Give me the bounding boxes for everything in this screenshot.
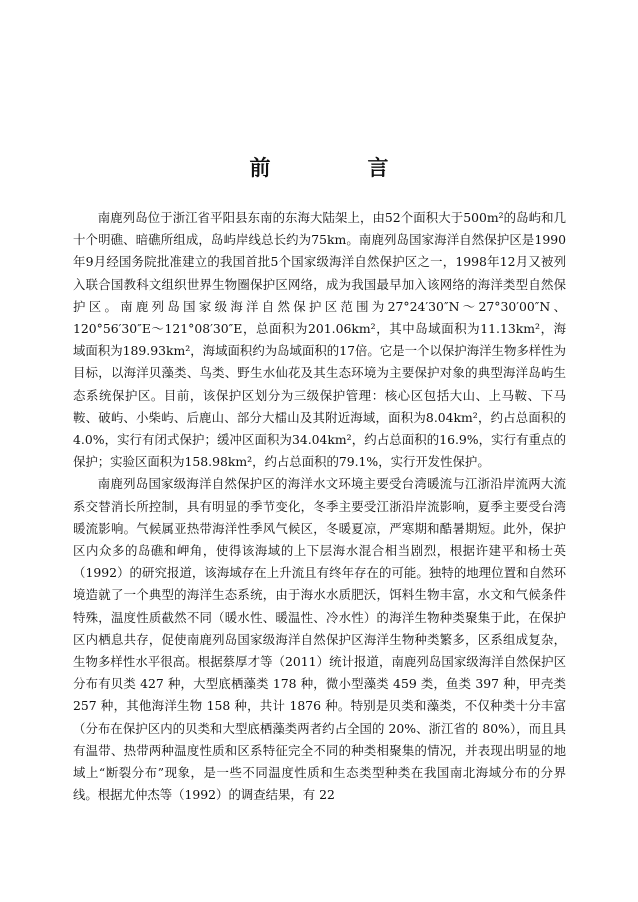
paragraph-1: 南鹿列岛位于浙江省平阳县东南的东海大陆架上，由52个面积大于500m²的岛屿和几十个明礁、暗礁所组成，岛屿岸线总长约为75km。南鹿列岛国家海洋自然保护区是1990年9月经国务院批准建立的我国首批5个国家级海洋自然保护区之一，1998年12月又被列入联合国教科文组织世界生物圈保护区网络，成为我国最早加入该网络的海洋类型自然保护区。南鹿列岛国家级海洋自然保护区范围为27°24′30″N～27°30′00″N、120°56′30″E～121°08′30″E，总面积为201.06km²，其中岛域面积为11.13km²，海域面积为189.93km²，海域面积约为岛域面积的17倍。它是一个以保护海洋生物多样性为目标，以海洋贝藻类、鸟类、野生水仙花及其生态环境为主要保护对象的典型海洋岛屿生态系统保护区。目前，该保护区划分为三级保护管理：核心区包括大山、上马鞍、下马鞍、破屿、小柴屿、后鹿山、部分大檑山及其附近海域，面积为8.04km²，约占总面积的4.0%，实行有闭式保护；缓冲区面积为34.04km²，约占总面积的16.9%，实行有重点的保护；实验区面积为158.98km²，约占总面积的79.1%，实行开发性保护。 [73,210,566,470]
paragraph-2: 南鹿列岛国家级海洋自然保护区的海洋水文环境主要受台湾暖流与江浙沿岸流两大流系交替消长所控制，具有明显的季节变化，冬季主要受江浙沿岸流影响，夏季主要受台湾暖流影响。气候属亚热带海洋性季风气候区，冬暖夏凉，严寒期和酷暑期短。此外，保护区内众多的岛礁和岬角，使得该海域的上下层海水混合相当剧烈，根据许建平和杨士英（1992）的研究报道，该海域存在上升流且有终年存在的可能。独特的地理位置和自然环境造就了一个典型的海洋生态系统，由于海水水质肥沃，饵料生物丰富，水文和气候条件特殊，温度性质截然不同（暖水性、暖温性、冷水性）的海洋生物种类聚集于此，在保护区内栖息共存，促使南鹿列岛国家级海洋自然保护区海洋生物种类繁多，区系组成复杂，生物多样性水平很高。根据蔡厚才等（2011）统计报道，南鹿列岛国家级海洋自然保护区分布有贝类 427 种，大型底栖藻类 178 种，微小型藻类 459 类，鱼类 397 种，甲壳类 257 种，其他海洋生物 158 种，共计 1876 种。特别是贝类和藻类，不仅种类十分丰富（分布在保护区内的贝类和大型底栖藻类两者约占全国的 20%、浙江省的 80%），而且具有温带、热带两种温度性质和区系特征完全不同的种类相聚集的情况，并表现出明显的地域上“断裂分布”现象，是一些不同温度性质和生态类型种类在我国南北海域分布的分界线。根据尤仲杰等（1992）的调查结果，有 22 [73,476,566,803]
body-text [73,207,566,806]
page-title: 前 言 [249,155,427,180]
